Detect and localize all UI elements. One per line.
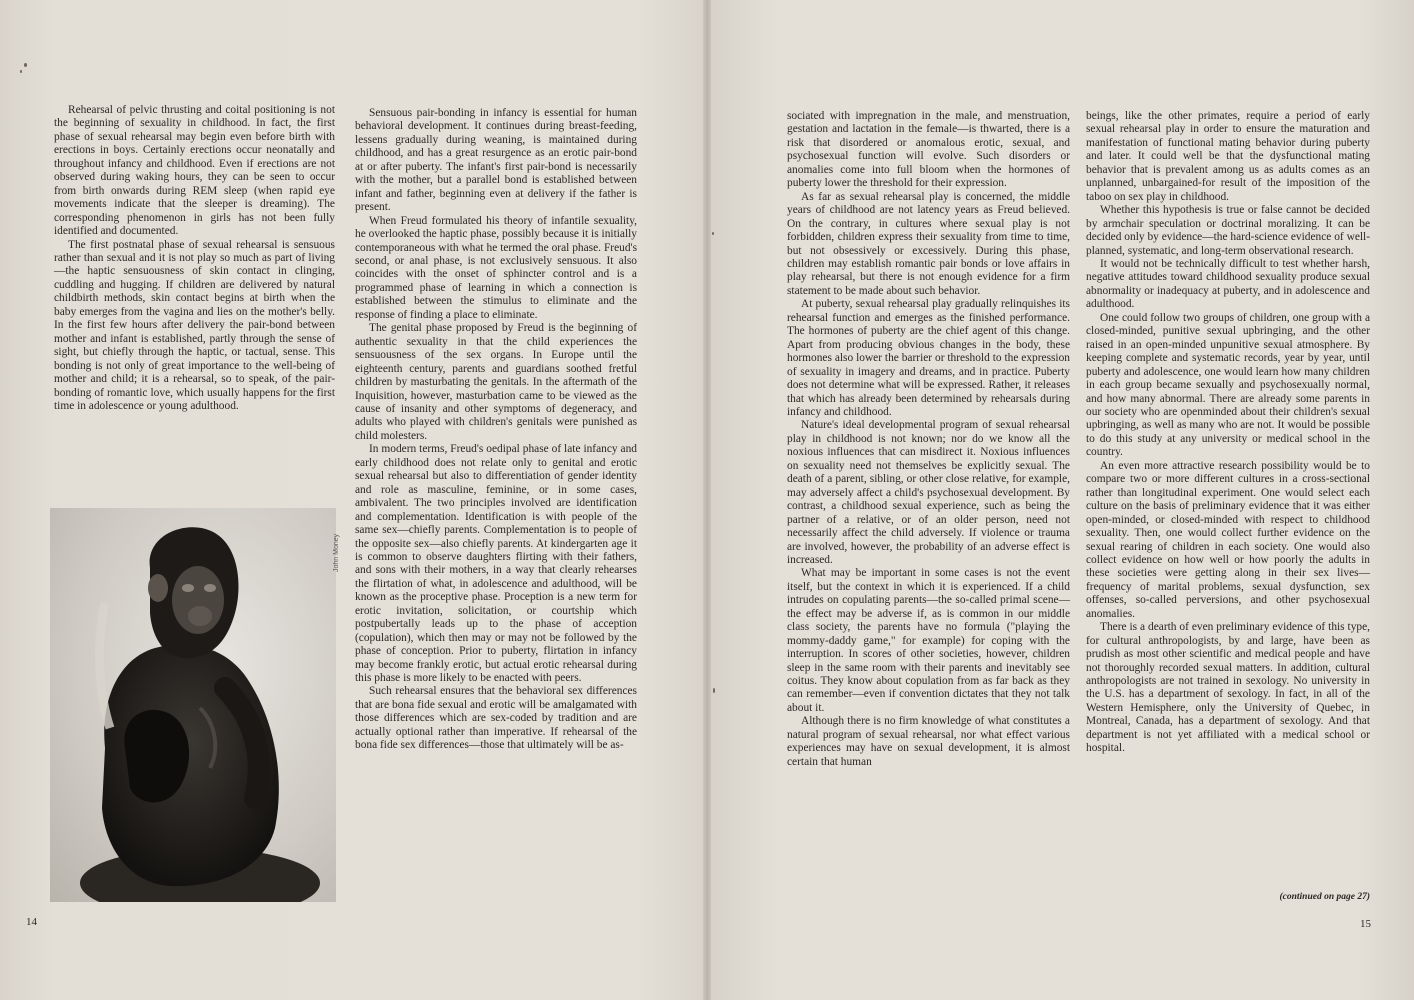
- paragraph: There is a dearth of even preliminary evidence of this type, for cultural anthropologists, by and large, have been as prudish as most other scientific and medical people and have not thoroughly recorded sexual matters. In addition, cultural anthropologists are not trained in sexology. No university in the U.S. has a department of sexology. In fact, in all of the Western Hemisphere, only the University of Quebec, in Montreal, Canada, has a department of sexology. And that department is not yet affiliated with a medical school or hospital.: [1086, 621, 1370, 755]
- paragraph: beings, like the other primates, require a period of early sexual rehearsal play in order to ensure the maturation and manifestation of functional mating behavior during puberty and later. It could well be that the dysfunctional mating behavior that is prevalent among us as adults comes as an unplanned, unbargained-for result of the imposition of the taboo on sex play in childhood.: [1086, 110, 1370, 203]
- paragraph: Whether this hypothesis is true or false cannot be decided by armchair speculation or doctrinal moralizing. It can be decided only by evidence—the hard-science evidence of well-planned, systematic, and long-term observational research.: [1086, 204, 1370, 257]
- paragraph: Rehearsal of pelvic thrusting and coital positioning is not the beginning of sexuality in childhood. In fact, the first phase of sexual rehearsal may begin even before birth with erections in boys. Certainly erections occur neonatally and throughout infancy and childhood. Even if erections are not observed during waking hours, they can be seen to occur from birth onwards during REM sleep (when rapid eye movements indicate that the sleeper is dreaming). The corresponding phenomenon in girls has not been fully identified and documented.: [54, 104, 335, 238]
- paragraph: When Freud formulated his theory of infantile sexuality, he overlooked the haptic phase, possibly because it is initially contemporaneous with what he termed the oral phase. Freud's second, or anal phase, is not exclusively sensuous. It also coincides with the onset of sphincter control and is a programmed phase of learning in which a connection is established between the stimulus to eliminate and the response of finding a place to eliminate.: [355, 214, 637, 321]
- paragraph: It would not be technically difficult to test whether harsh, negative attitudes toward childhood sexuality produce sexual abnormality or inadequacy at puberty, and in adolescence and adulthood.: [1086, 257, 1370, 311]
- paragraph: In modern terms, Freud's oedipal phase of late infancy and early childhood does not relate only to genital and erotic sexual rehearsal but also to differentiation of gender identity and role as masculine, feminine, or in some cases, ambivalent. The two principles involved are identification and complementation. Identification is with people of the same sex—chiefly parents. Complementation is to people of the opposite sex—also chiefly parents. At kindergarten age it is common to observe daughters flirting with their fathers, and sons with their mothers, in a way that clearly rehearses the flirtation of what, in adolescence and adulthood, will be known as the proceptive phase. Proception is a new term for erotic invitation, solicitation, or courtship which postpubertally leads up to the phase of acception (copulation), which then may or may not be followed by the phase of conception. Prior to puberty, flirtation in infancy may become frankly erotic, but actual erotic rehearsal during this phase is more likely to be enacted with peers.: [355, 443, 637, 685]
- paragraph: Although there is no firm knowledge of what constitutes a natural program of sexual rehearsal, nor what effect various experiences may have on sexual development, it is almost certain that human: [787, 715, 1070, 768]
- paragraph: The genital phase proposed by Freud is the beginning of authentic sexuality in that the child experiences the sensuousness of the sex organs. In Europe until the eighteenth century, parents and guardians soothed fretful children by masturbating the genitals. In the aftermath of the Inquisition, however, masturbation came to be viewed as the cause of insanity and other symptoms of degeneracy, and adults who played with children's genitals were punished as child molesters.: [355, 322, 637, 442]
- chimpanzee-icon: [50, 508, 336, 902]
- column-4: [1086, 110, 1370, 756]
- column-3: [787, 110, 1070, 769]
- paper-speck: [24, 63, 27, 67]
- paper-speck: [712, 232, 714, 235]
- paragraph: sociated with impregnation in the male, and menstruation, gestation and lactation in the female—is thwarted, there is a risk that disordered or anomalous erotic, sexual, and psychosexual function will evolve. Such disorders or anomalies come into full bloom when the hormones of puberty lower the threshold for their expression.: [787, 110, 1070, 190]
- column-1: [54, 104, 335, 413]
- column-2: [355, 107, 637, 753]
- paragraph: An even more attractive research possibility would be to compare two or more different cultures in a cross-sectional rather than longitudinal experiment. One would select each culture on the basis of preliminary evidence that it was either open-minded, or closed-minded with respect to childhood sexuality. Then, one would collect further evidence on the sexual rearing of children in each society. One would also collect evidence on how well or how poorly the adults in these societies were getting along in their sex lives—frequency of marital problems, sexual dysfunction, sex offenses, so-called perversions, and other psychosexual anomalies.: [1086, 459, 1370, 620]
- paper-speck: [713, 688, 715, 693]
- paragraph: As far as sexual rehearsal play is concerned, the middle years of childhood are not latency years as Freud believed. On the contrary, in cultures where sexual play is not forbidden, children express their sexuality from time to time, but not obsessively or excessively. During this phase, children may establish romantic pair bonds or love affairs in play rehearsal, but there is not enough evidence for a firm statement to be made about such behavior.: [787, 190, 1070, 297]
- photo-credit: John Money: [333, 533, 340, 572]
- paragraph: Such rehearsal ensures that the behavioral sex differences that are bona fide sexual and erotic will be amalgamated with those differences which are sex-coded by tradition and are actually optional rather than imperative. If rehearsal of the bona fide sex differences—those that ultimately will be as-: [355, 685, 637, 752]
- paragraph: Sensuous pair-bonding in infancy is essential for human behavioral development. It continues during breast-feeding, lessens gradually during weaning, is maintained during childhood, and has a great resurgence as an erotic pair-bond at or after puberty. The infant's first pair-bond is necessarily with the mother, but a parallel bond is established between infant and father, beginning even at delivery if the father is present.: [355, 107, 637, 214]
- paragraph: The first postnatal phase of sexual rehearsal is sensuous rather than sexual and it is not play so much as part of living—the haptic sensuousness of skin contact in clinging, cuddling and hugging. If children are delivered by natural childbirth methods, skin contact begins at birth when the baby emerges from the vagina and lies on the mother's belly. In the first few hours after delivery the pair-bond between mother and infant is established, partly through the sense of sight, but chiefly through the haptic, or tactual, sense. This bonding is not only of great importance to the well-being of mother and child; it is a rehearsal, so to speak, of the pair-bonding of romantic love, which usually happens for the first time in adolescence or young adulthood.: [54, 238, 335, 412]
- paper-speck: [20, 70, 22, 73]
- paragraph: At puberty, sexual rehearsal play gradually relinquishes its rehearsal function and emerges as the finished performance. The hormones of puberty are the chief agent of this change. Apart from producing obvious changes in the body, these hormones also lower the barrier or threshold to the expression of sexuality in imagery and dreams, and in practice. Puberty does not determine what will be expressed. Rather, it releases that which has already been determined by rehearsals during infancy and childhood.: [787, 298, 1070, 418]
- page-number-right: 15: [1360, 918, 1371, 930]
- chimpanzee-photo: [50, 508, 336, 902]
- paragraph: What may be important in some cases is not the event itself, but the context in which it is experienced. If a child intrudes on copulating parents—the so-called primal scene—the effect may be adverse if, as is common in our middle class society, the parents have no formula ("playing the mommy-daddy game," for example) for coping with the interruption. In scores of other societies, however, children sleep in the same room with their parents and inevitably see coitus. They know about copulation from as far back as they can remember—even if convention dictates that they not talk about it.: [787, 567, 1070, 714]
- page-gutter: [703, 0, 711, 1000]
- paragraph: One could follow two groups of children, one group with a closed-minded, punitive sexual upbringing, and the other raised in an open-minded unpunitive sexual atmosphere. By keeping complete and systematic records, year by year, until puberty and adolescence, one would learn how many children in each group became sexually and psychosexually normal, and how many abnormal. There are already some parents in our society who are openminded about their children's sexual upbringing, as well as many who are not. It would be possible to do this study at any university or medical school in the country.: [1086, 311, 1370, 459]
- paragraph: Nature's ideal developmental program of sexual rehearsal play in childhood is not known; nor do we know all the noxious influences that can misdirect it. Noxious influences on sexuality need not themselves be explicitly sexual. The death of a parent, sibling, or other close relative, for example, may adversely affect a child's psychosexual development. By contrast, a childhood sexual experience, such as being the partner of a relative, or of an older person, need not necessarily affect the child adversely. If violence or trauma are involved, however, the probability of an adverse effect is increased.: [787, 419, 1070, 566]
- page-number-left: 14: [26, 916, 37, 928]
- continued-note: (continued on page 27): [1279, 892, 1370, 902]
